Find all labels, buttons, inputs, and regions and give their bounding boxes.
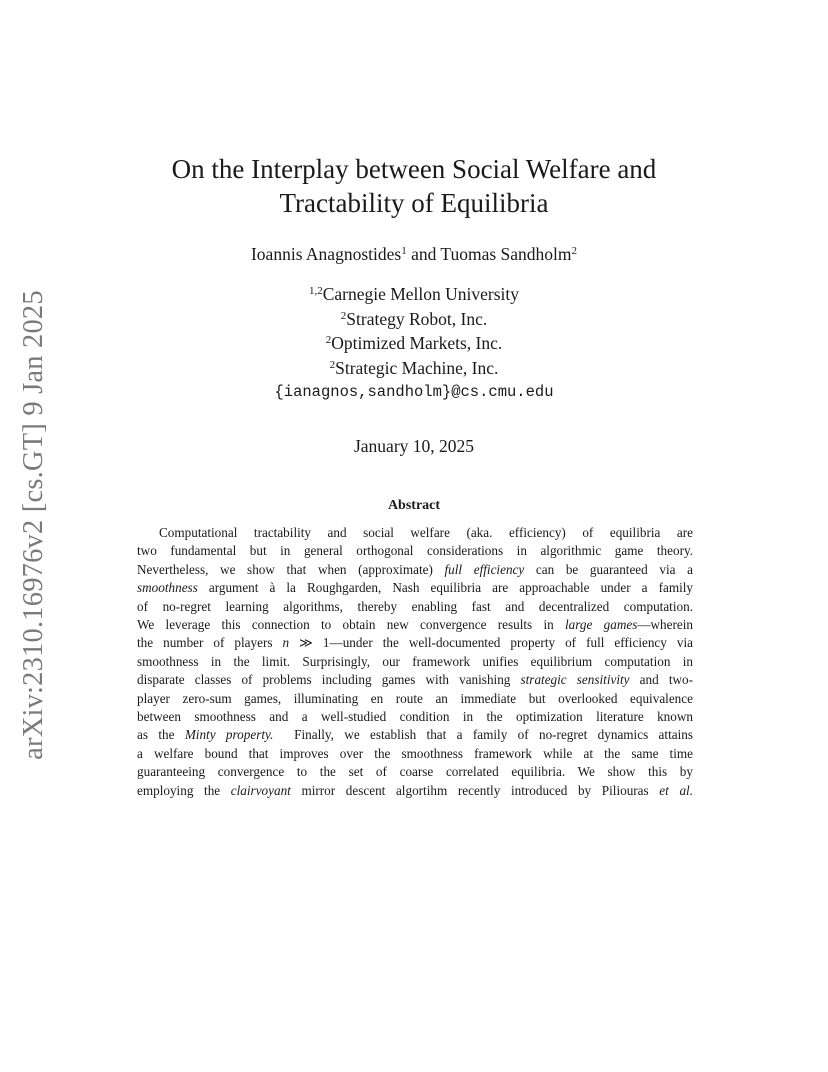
affiliation-item bbox=[100, 282, 728, 307]
affiliation-item bbox=[100, 307, 728, 332]
author-affil-marker: 2 bbox=[571, 245, 578, 257]
contact-email: {ianagnos,sandholm}@cs.cmu.edu bbox=[274, 383, 554, 401]
abstract-line: disparate classes of problems including games with vanishing strategic sensitivity and two- bbox=[137, 672, 693, 688]
arxiv-identifier-stamp bbox=[0, 0, 60, 1072]
affiliation-list bbox=[100, 282, 728, 405]
author-conjunction: and bbox=[406, 244, 441, 264]
author-affil-marker: 1 bbox=[401, 245, 407, 257]
affiliation-marker: 1,2 bbox=[308, 285, 323, 297]
abstract-line: as the Minty property. Finally, we establish that a family of no-regret dynamics attains bbox=[137, 727, 693, 743]
abstract-line: Computational tractability and social welfare (aka. efficiency) of equilibria are bbox=[159, 525, 693, 540]
abstract-line: guaranteeing convergence to the set of coarse correlated equilibria. We show this by bbox=[137, 764, 693, 780]
abstract-line: two fundamental but in general orthogonal considerations in algorithmic game theory. bbox=[137, 543, 693, 559]
paper-date: January 10, 2025 bbox=[353, 436, 475, 456]
abstract-line: smoothness in the limit. Surprisingly, our framework unifies equilibrium computation in bbox=[137, 653, 693, 669]
affiliation-name: Strategic Machine, Inc. bbox=[335, 357, 499, 378]
affiliation-name: Strategy Robot, Inc. bbox=[346, 308, 488, 329]
abstract-line: employing the clairvoyant mirror descent algortihm recently introduced by Piliouras et al. bbox=[137, 782, 693, 798]
abstract-line: of no-regret learning algorithms, thereby enabling fast and decentralized computation. bbox=[137, 598, 693, 614]
title-line-1: On the Interplay between Social Welfare and bbox=[171, 154, 657, 184]
affiliation-marker: 2 bbox=[325, 334, 332, 346]
abstract-line: between smoothness and a well-studied condition in the optimization literature known bbox=[137, 709, 693, 725]
affiliation-name: Optimized Markets, Inc. bbox=[331, 333, 503, 353]
author-name: Tuomas Sandholm bbox=[440, 244, 572, 264]
affiliation-marker: 2 bbox=[329, 358, 336, 371]
title-block bbox=[100, 152, 728, 220]
abstract-heading: Abstract bbox=[387, 498, 441, 513]
abstract-line: Nevertheless, we show that when (approximate) full efficiency can be guaranteed via a bbox=[137, 561, 693, 577]
abstract-line: smoothness argument à la Roughgarden, Nash equilibria are approachable under a family bbox=[137, 580, 693, 596]
author-name: Ioannis Anagnostides bbox=[250, 244, 402, 264]
abstract-body bbox=[137, 524, 693, 800]
affiliation-item bbox=[100, 331, 728, 356]
abstract-line: player zero-sum games, illuminating en route an immediate but overlooked equivalence bbox=[137, 690, 693, 706]
title-line-2: Tractability of Equilibria bbox=[279, 188, 549, 218]
arxiv-identifier: arXiv:2310.16976v2 [cs.GT] 9 Jan 2025 bbox=[18, 290, 49, 760]
affiliation-marker: 2 bbox=[340, 309, 347, 322]
abstract-line: a welfare bound that improves over the smoothness framework while at the same time bbox=[137, 745, 693, 761]
author-list bbox=[100, 242, 728, 266]
abstract-line: We leverage this connection to obtain new convergence results in large games—wherein bbox=[137, 617, 694, 633]
paper-title bbox=[100, 152, 728, 220]
abstract-line: the number of players n ≫ 1—under the well-documented property of full efficiency via bbox=[137, 635, 693, 651]
affiliation-name: Carnegie Mellon University bbox=[322, 284, 520, 304]
affiliation-item bbox=[100, 356, 728, 381]
